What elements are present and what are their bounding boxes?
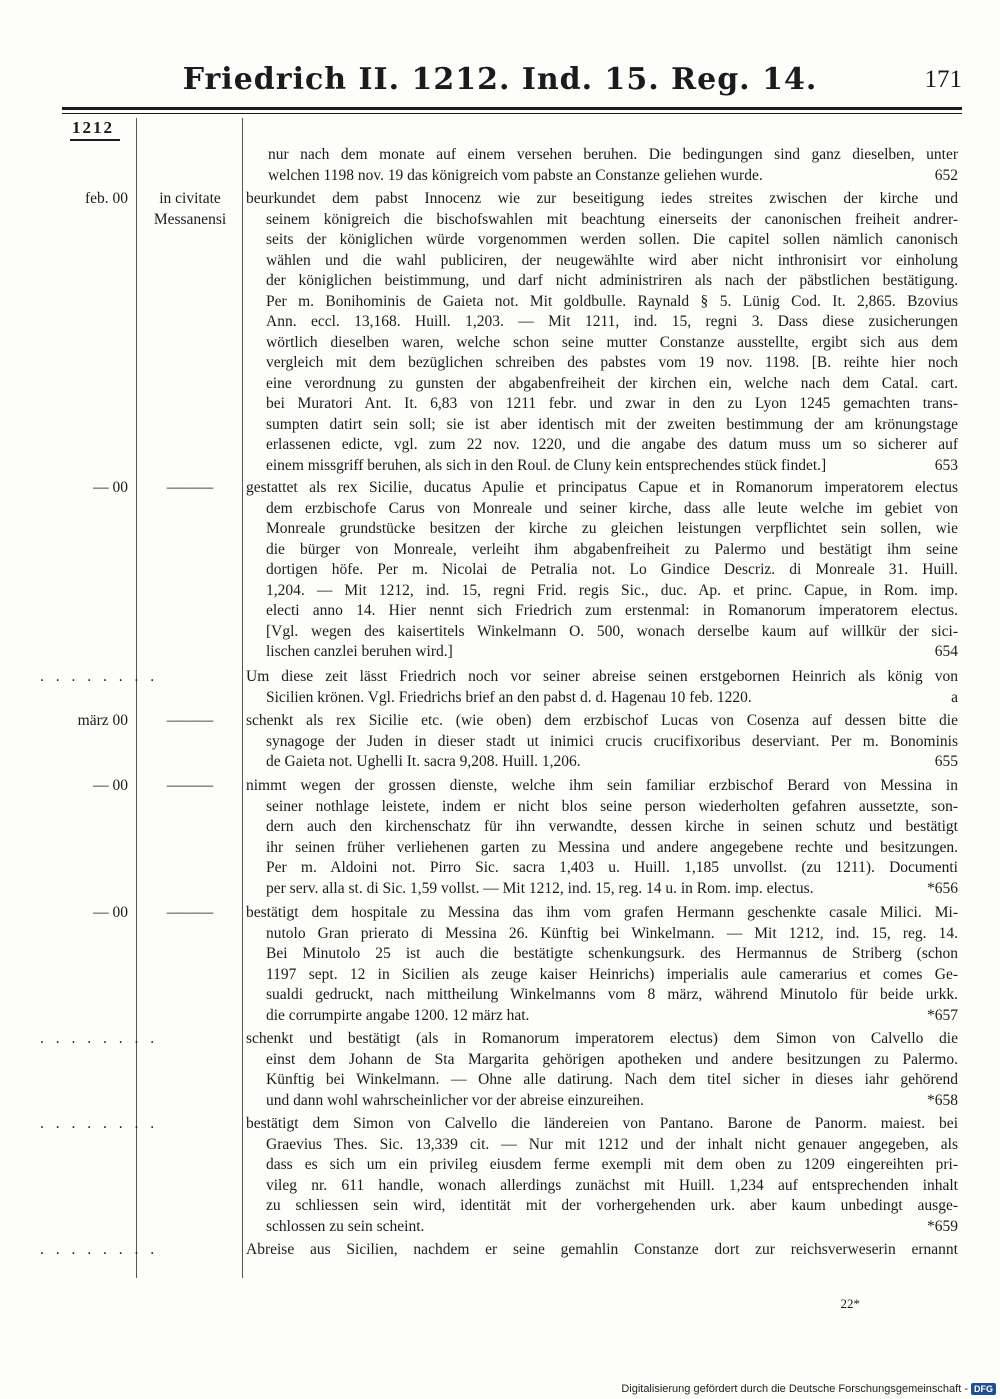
- text-line: der königlichen beistimmung, und darf nicht administriren als nach der päbstlichen bestätigung.: [266, 272, 958, 289]
- text-line: gestattet als rex Sicilie, ducatus Apulie et principatus Capue et in Romanorum imperatorem electus: [246, 479, 958, 496]
- entry-date: feb. 00: [84, 190, 128, 207]
- text-line: Per m. Aldoini not. Pirro Sic. sacra 1,403 u. Huill. 1,185 unvollst. (zu 1211). Documenti: [266, 859, 958, 876]
- text-line: erlassenen edicte, vgl. zum 22 nov. 1220, und die angabe des datum muss um so sicherer auf: [266, 436, 958, 453]
- entry-text: [246, 1240, 958, 1261]
- text-line: bei Muratori Ant. It. 6,83 von 1211 febr. und zwar in den zu Lyon 1245 gemachten trans-: [266, 395, 958, 412]
- text-line: sualdi gedruckt, nach mittheilung Winkelmanns vom 8 märz, während Minutolo für beide urkk.: [266, 986, 958, 1003]
- text-line: lischen canzlei beruhen wird.] 654: [246, 642, 958, 663]
- text-line: und dann wohl wahrscheinlicher vor der abreise einzureihen. *658: [246, 1091, 958, 1112]
- regest-number: *658: [927, 1091, 958, 1109]
- text-line: sumpten datirt sein soll; sie ist aber identisch mit der zweiten bestimmung der am krönungstage: [266, 415, 958, 433]
- year-label: 1212: [70, 118, 120, 141]
- place-line: in civitate: [159, 190, 221, 207]
- entry-text: [246, 711, 958, 773]
- text-line: Bei Minutolo 25 ist auch die bestätigte schenkungsurk. des Hermannus de Striberg (schon: [266, 945, 958, 962]
- entry-text: [246, 478, 958, 663]
- text-line: schenkt als rex Sicilie etc. (wie oben) dem erzbischof Lucas von Cosenza auf dessen bitte die: [246, 712, 958, 729]
- text-line: die bürger von Monreale, verleiht ihm abgabenfreiheit zu Palermo und bestätigt ihm seine: [266, 540, 958, 558]
- text-line: Sicilien krönen. Vgl. Friedrichs brief an den pabst d. d. Hagenau 10 feb. 1220. a: [246, 688, 958, 709]
- entry-date: — 00: [93, 479, 128, 496]
- regest-number: 654: [934, 643, 958, 660]
- entry-date: . . . . . . . .: [40, 668, 159, 685]
- regest-number: 652: [934, 166, 958, 184]
- entry-date: . . . . . . . .: [40, 1115, 159, 1132]
- text-line: synagoge der Juden in dieser stadt ut inimici crucis crucifixoribus deserviant. Per m. Bonominis: [266, 732, 958, 750]
- text-line: wählen und die wahl publiciren, der neugewählte wird aber nicht inthronisirt vor einholung: [266, 251, 958, 269]
- header-rule: [62, 107, 962, 110]
- text-line: de Gaieta not. Ughelli It. sacra 9,208. Huill. 1,206. 655: [246, 752, 958, 773]
- header-rule-thin: [62, 113, 962, 114]
- entry-date: märz 00: [77, 712, 128, 729]
- regest-number: *656: [927, 879, 958, 897]
- regest-number: 653: [934, 456, 958, 474]
- text-line: einst dem Johann de Sta Margarita gehörigen apotheken und andere besitzungen zu Palermo.: [266, 1050, 958, 1068]
- entry-date: — 00: [93, 904, 128, 921]
- text-line: Graevius Thes. Sic. 13,339 cit. — Nur mit 1212 und der inhalt nicht genauer angegeben, als: [266, 1135, 958, 1153]
- text-line: dem erzbischofe Carus von Monreale und seiner kirche, dass alle leute welche im gebiet von: [266, 499, 958, 517]
- text-line: Ann. eccl. 13,168. Huill. 1,203. — Mit 1211, ind. 15, regni 3. Dass diese zusicherungen: [266, 313, 958, 330]
- regest-number: *659: [927, 1217, 958, 1235]
- text-line: beurkundet dem pabst Innocenz wie zur beseitigung iedes streites zwischen der kirche und: [246, 190, 958, 207]
- entry-text: [246, 1114, 958, 1237]
- text-line: Per m. Bonihominis de Gaieta not. Mit goldbulle. Raynald § 5. Lünig Cod. It. 2,865. Bzovius: [266, 292, 958, 310]
- text-line: dern auch den kirchenschatz für ihn verwandte, dessen kirche in seinen schutz und bestätigt: [266, 818, 958, 835]
- entry-place: ———: [166, 777, 214, 794]
- text-line: Monreale grundstücke besitzen der kirche zu gleichen leistungen verpflichtet sein sollen, wie: [266, 520, 958, 537]
- text-line: seiner nothlage leistete, indem er nicht blos seine person wiederholten gefahren aussetzte, son-: [266, 797, 958, 815]
- entry-text: [246, 667, 958, 708]
- entry-text: [246, 189, 958, 476]
- column-divider-date: [136, 118, 137, 1278]
- dfg-logo-icon: DFG: [971, 1383, 996, 1395]
- entry-place: ———: [166, 904, 214, 921]
- text-line: dortigen höfe. Per m. Nicolai de Petralia not. Lo Gindice Descriz. di Monreale 31. Huill.: [266, 561, 958, 578]
- entry-text: [246, 903, 958, 1026]
- text-line: vergleich mit dem bezüglichen schreiben des pabstes vom 19 nov. 1198. [B. reihte hier noch: [266, 354, 958, 371]
- entry-text: [246, 1029, 958, 1111]
- entry-place: ———: [166, 712, 214, 729]
- text-line: welchen 1198 nov. 19 das königreich vom pabste an Constanze geliehen wurde. 652: [268, 166, 958, 187]
- page-number: 171: [924, 66, 962, 93]
- entry-date: . . . . . . . .: [40, 1241, 159, 1258]
- regest-number: *657: [927, 1006, 958, 1024]
- entry-date: . . . . . . . .: [40, 1030, 159, 1047]
- text-line: electi anno 14. Hier nennt sich Friedrich zum erstenmal: in Romanorum imperatorem electus.: [266, 602, 958, 619]
- regest-number: a: [951, 688, 958, 706]
- text-line: dass es sich um ein privileg eiusdem ferme exempli mit dem oben zu 1209 eingereihten pri-: [266, 1156, 958, 1173]
- text-line: Abreise aus Sicilien, nachdem er seine gemahlin Constanze dort zur reichsverweserin ernannt: [246, 1241, 958, 1258]
- text-line: bestätigt dem Simon von Calvello die ländereien von Pantano. Barone de Panorm. maiest. bei: [246, 1115, 958, 1132]
- entry-text: [246, 776, 958, 899]
- text-line: Künftig bei Winkelmann. — Ohne alle datirung. Nach dem titel sicher in dieses iahr gehörend: [266, 1071, 958, 1088]
- text-line: nutolo Gran prierato di Messina 26. Künftig bei Winkelmann. — Mit 1212, ind. 15, reg. 14.: [266, 924, 958, 942]
- text-line: Um diese zeit lässt Friedrich noch vor seiner abreise seinen erstgebornen Heinrich als könig von: [246, 668, 958, 685]
- text-line: 1,204. — Mit 1212, ind. 15, regni Frid. regis Sic., duc. Ap. et princ. Capue, in Rom. imp.: [266, 581, 958, 599]
- text-line: wörtlich dieselben waren, welche schon seine mutter Constanze ausstellte, ergibt sich aus dem: [266, 333, 958, 351]
- place-line: Messanensi: [153, 210, 227, 228]
- entry-place: [138, 189, 242, 230]
- text-line: seits der königlichen würde vorgenommen werden sollen. Die capitel sollen nämlich canonisch: [266, 231, 958, 248]
- regest-number: 655: [934, 753, 958, 770]
- entry-text: [268, 145, 958, 186]
- text-line: schenkt und bestätigt (als in Romanorum imperatorem electus) dem Simon von Calvello die: [246, 1030, 958, 1047]
- credit-text: Digitalisierung gefördert durch die Deutsche Forschungsgemeinschaft -: [621, 1382, 968, 1395]
- entry-date: — 00: [93, 777, 128, 794]
- text-line: seinem königreich die bischofswahlen mit beachtung einerseits der canonischen freiheit andrer-: [266, 210, 958, 228]
- text-line: die corrumpirte angabe 1200. 12 märz hat. *657: [246, 1006, 958, 1027]
- footer-credit: [621, 1383, 996, 1395]
- text-line: eine verordnung zu gunsten der abgabenfreiheit der kirchen ein, welche nach dem Catal. cart.: [266, 374, 958, 392]
- text-line: 1197 sept. 12 in Sicilien als zeuge kaiser Heinrichs) imperialis aule camerarius et comes Ge-: [266, 965, 958, 983]
- column-divider-place: [242, 118, 243, 1278]
- signature-mark: 22*: [840, 1296, 860, 1311]
- text-line: nimmt wegen der grossen dienste, welche ihm sein familiar erzbischof Berard von Messina in: [246, 777, 958, 794]
- entry-place: ———: [166, 479, 214, 496]
- text-line: [Vgl. wegen des kaisertitels Winkelmann O. 500, wonach derselbe kaum auf willkür der sici-: [266, 622, 958, 640]
- text-line: per serv. alla st. di Sic. 1,59 vollst. — Mit 1212, ind. 15, reg. 14 u. in Rom. imp. electus. *656: [246, 879, 958, 900]
- text-line: schlossen zu sein scheint. *659: [246, 1217, 958, 1238]
- page-title: Friedrich II. 1212. Ind. 15. Reg. 14.: [182, 62, 818, 97]
- text-line: ihr seinen früher verliehenen garten zu Messina und andere angegebene rechte und besitzungen.: [266, 838, 958, 856]
- text-line: vileg nr. 611 handle, wonach allerdings zunächst mit Huill. 1,234 auf entsprechenden inhalt: [266, 1176, 958, 1194]
- text-line: bestätigt dem hospitale zu Messina das ihm vom grafen Hermann geschenkte casale Milici. Mi-: [246, 904, 958, 921]
- text-line: zu schliessen sein wird, identität mit der vorhergehenden urk. aber kaum unbedingt ausge-: [266, 1197, 958, 1214]
- text-line: einem missgriff beruhen, als sich in den Roul. de Cluny kein entsprechendes stück findet.] 653: [246, 456, 958, 477]
- text-line: nur nach dem monate auf einem versehen beruhen. Die bedingungen sind ganz dieselben, unter: [268, 146, 958, 163]
